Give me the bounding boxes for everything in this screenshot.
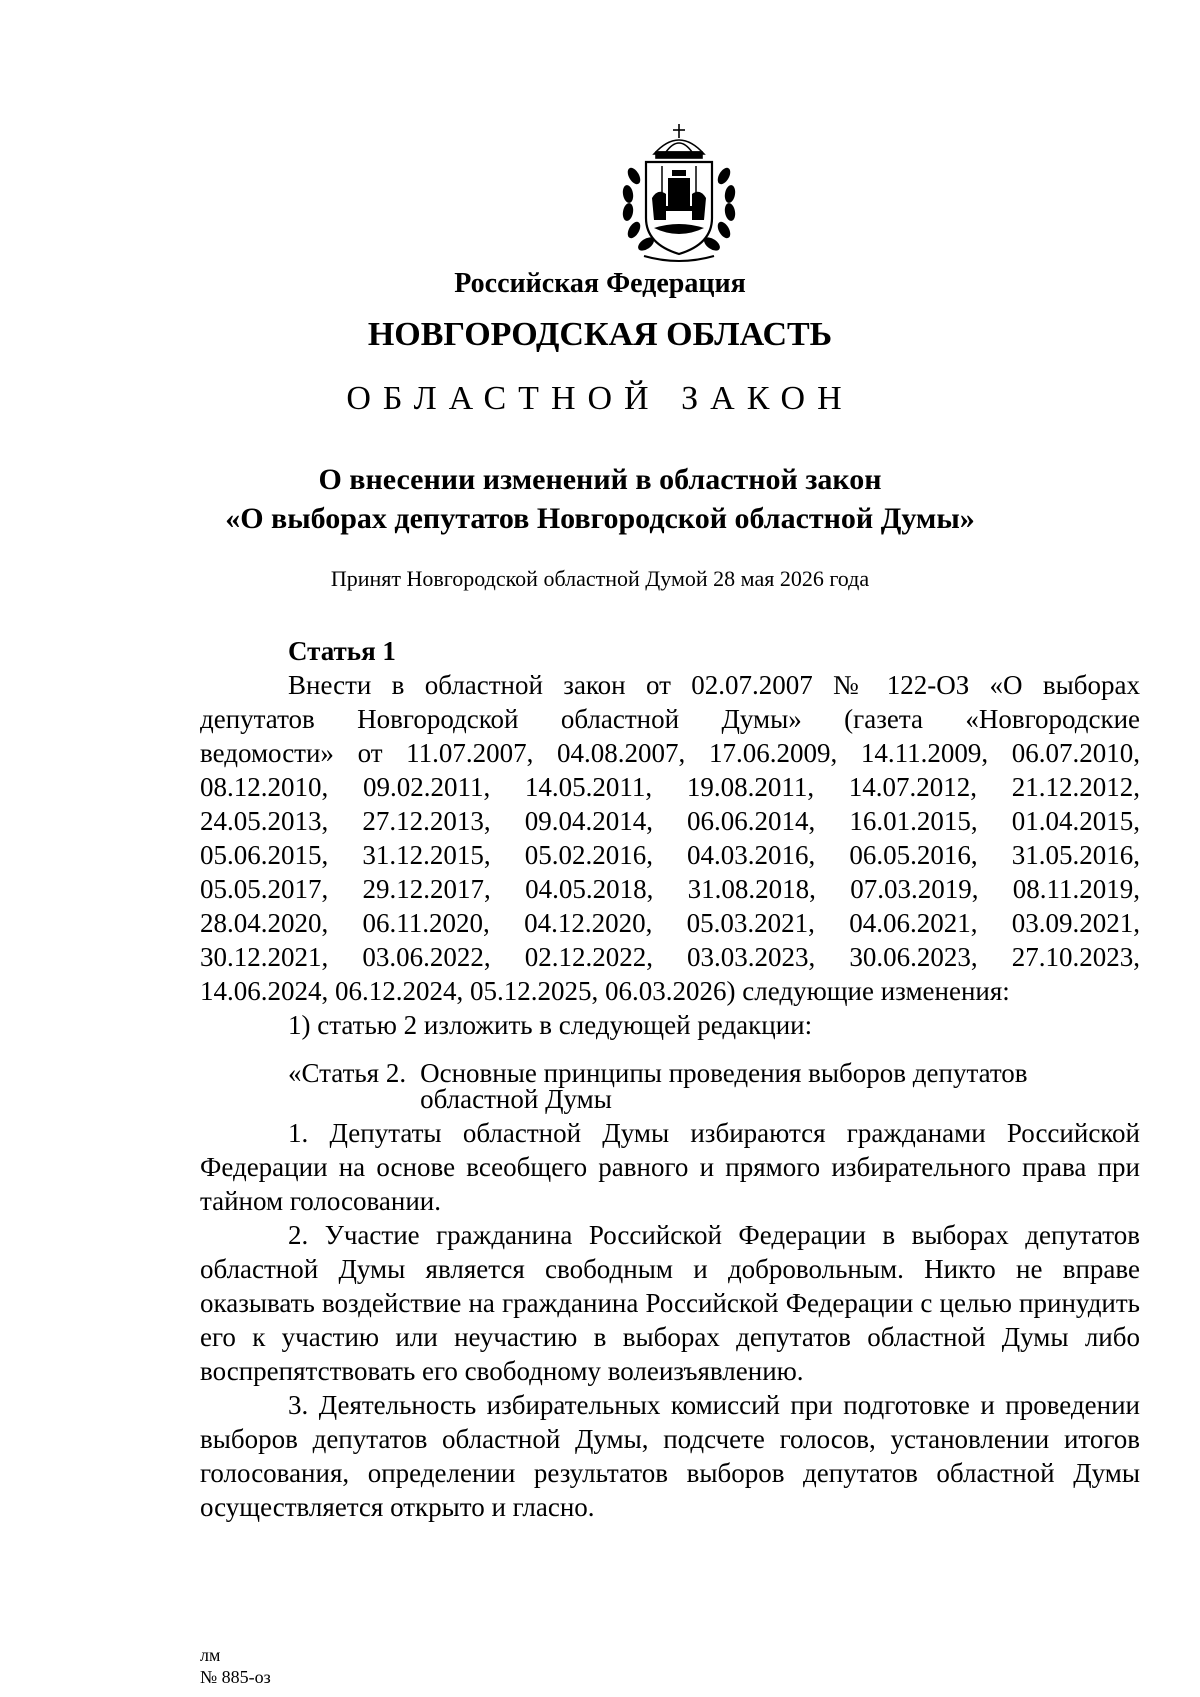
- dates-line: 28.04.2020, 06.11.2020, 04.12.2020, 05.03.2021, 04.06.2021, 03.09.2021,: [200, 908, 1140, 938]
- dates-line: 08.12.2010, 09.02.2011, 14.05.2011, 19.08.2011, 14.07.2012, 21.12.2012,: [200, 772, 1140, 802]
- article-2-heading: [200, 1060, 1140, 1112]
- intro-line-2: депутатов Новгородской областной Думы» (газета «Новгородские: [200, 704, 1140, 734]
- author-initials: лм: [200, 1645, 221, 1665]
- law-title-line-2: «О выборах депутатов Новгородской областной Думы»: [225, 502, 975, 535]
- article-2-number: «Статья 2.: [288, 1058, 407, 1088]
- law-title-line-1: О внесении изменений в областной закон: [318, 463, 882, 496]
- document-number: № 885-оз: [200, 1667, 271, 1687]
- adoption-note: Принят Новгородской областной Думой 28 мая 2026 года: [330, 566, 870, 591]
- dates-line: 05.05.2017, 29.12.2017, 04.05.2018, 31.08.2018, 07.03.2019, 08.11.2019,: [200, 874, 1140, 904]
- document-body: [200, 634, 1140, 1524]
- dates-line: 05.06.2015, 31.12.2015, 05.02.2016, 04.03.2016, 06.05.2016, 31.05.2016,: [200, 840, 1140, 870]
- paragraph-2: 2. Участие гражданина Российской Федерации в выборах депутатов областной Думы является свободным и добровольным. Никто не вправе оказывать воздействие на гражданина Российской Федерации с целью принудить его к участию или неучастию в выборах депутатов областной Думы либо воспрепятствовать его свободному волеизъявлению.: [200, 1220, 1140, 1386]
- paragraph-1: 1. Депутаты областной Думы избираются гражданами Российской Федерации на основе всеобщего равного и прямого избирательного права при тайном голосовании.: [200, 1118, 1140, 1216]
- amendment-item-1: 1) статью 2 изложить в следующей редакции:: [288, 1010, 813, 1040]
- law-title: [0, 460, 1200, 538]
- document-footer: [200, 1644, 271, 1688]
- region-heading: НОВГОРОДСКАЯ ОБЛАСТЬ: [367, 316, 833, 353]
- coat-of-arms-icon: [614, 116, 744, 266]
- paragraph-3: 3. Деятельность избирательных комиссий при подготовке и проведении выборов депутатов областной Думы, подсчете голосов, установлении итогов голосования, определении результатов выборов депутатов областной Думы осуществляется открыто и гласно.: [200, 1390, 1140, 1522]
- dates-line: 24.05.2013, 27.12.2013, 09.04.2014, 06.06.2014, 16.01.2015, 01.04.2015,: [200, 806, 1140, 836]
- article-2-title: Основные принципы проведения выборов депутатов областной Думы: [420, 1058, 1028, 1114]
- dates-line: 30.12.2021, 03.06.2022, 02.12.2022, 03.03.2023, 30.06.2023, 27.10.2023,: [200, 942, 1140, 972]
- intro-line-1: Внести в областной закон от 02.07.2007 № 122-ОЗ «О выборах: [288, 670, 1140, 700]
- document-type-heading: ОБЛАСТНОЙ ЗАКОН: [346, 380, 854, 417]
- intro-line-3: ведомости» от 11.07.2007, 04.08.2007, 17.06.2009, 14.11.2009, 06.07.2010,: [200, 738, 1140, 768]
- intro-end-line: 14.06.2024, 06.12.2024, 05.12.2025, 06.03.2026) следующие изменения:: [200, 976, 1010, 1006]
- federation-heading: Российская Федерация: [454, 268, 746, 299]
- article-1-heading: Статья 1: [288, 636, 396, 666]
